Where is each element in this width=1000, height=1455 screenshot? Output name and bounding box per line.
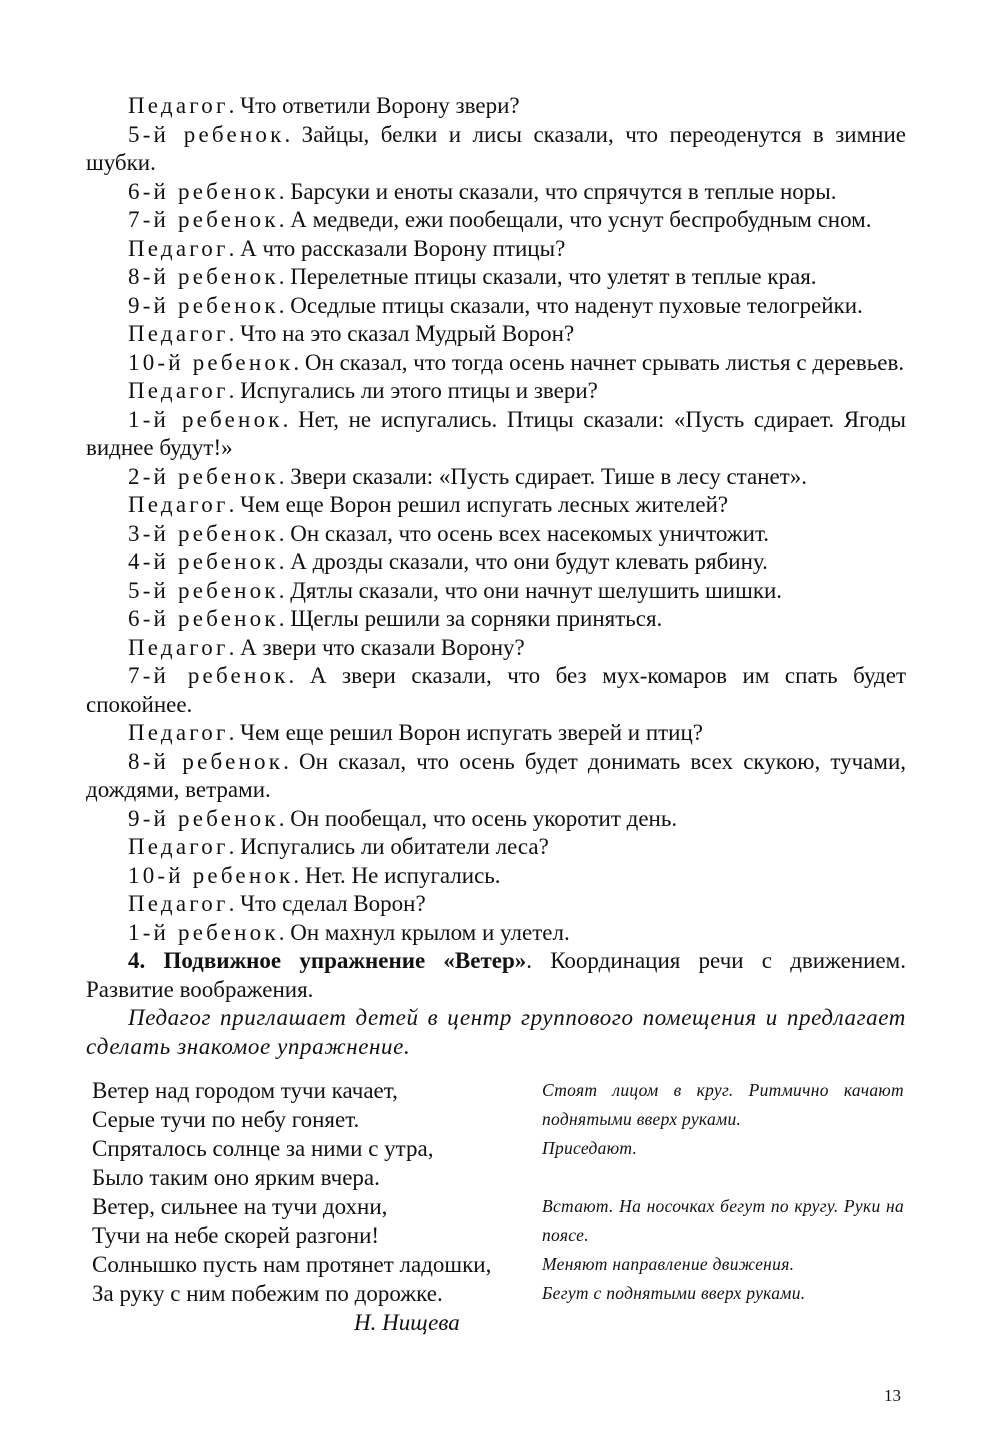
speaker-name: 3-й ребенок	[128, 520, 279, 546]
speaker-name: 10-й ребенок	[128, 349, 294, 375]
dialogue-line	[86, 719, 906, 748]
dialogue-text: . Дятлы сказали, что они начнут шелушить шишки.	[278, 577, 783, 603]
dialogue-text: . Чем еще решил Ворон испугать зверей и птиц?	[228, 720, 704, 745]
dialogue-line	[86, 634, 906, 663]
dialogue-text: . Он пообещал, что осень укоротит день.	[278, 805, 678, 831]
dialogue-text: . Перелетные птицы сказали, что улетят в теплые края.	[278, 264, 817, 289]
poem-line: Тучи на небе скорей разгони!	[92, 1223, 380, 1248]
dialogue-text: . А дрозды сказали, что они будут клевать рябину.	[278, 549, 768, 574]
speaker-name: Педагог	[128, 378, 229, 403]
dialogue-line	[86, 605, 906, 634]
dialogue-text: . А что рассказали Ворону птицы?	[228, 235, 566, 261]
dialogue-text: . Что сделал Ворон?	[228, 891, 426, 916]
speaker-name: Педагог	[128, 492, 229, 517]
movement-note: Приседают.	[542, 1138, 638, 1158]
dialogue-text: . Испугались ли этого птицы и звери?	[228, 378, 598, 403]
dialogue-line	[86, 292, 906, 321]
speaker-name: 2-й ребенок	[128, 463, 279, 489]
dialogue-text: . Нет. Не испугались.	[293, 862, 501, 888]
dialogue-text: . Он сказал, что тогда осень начнет срывать листья с деревьев.	[293, 349, 905, 375]
dialogue-line	[86, 548, 906, 577]
speaker-name: 1-й ребенок	[128, 919, 279, 945]
dialogue-text: . Оседлые птицы сказали, что наденут пуховые телогрейки.	[278, 292, 863, 318]
poem-line: Ветер над городом тучи качает,	[92, 1078, 398, 1103]
poem-line: Спряталось солнце за ними с утра,	[92, 1136, 434, 1161]
speaker-name: Педагог	[128, 93, 229, 118]
movement-note: Встают. На носочках бегут по кругу. Руки на поясе.	[542, 1196, 904, 1245]
dialogue-line	[86, 833, 906, 862]
speaker-name: 6-й ребенок	[128, 606, 279, 631]
dialogue-text: . Нет, не испугались. Птицы сказали: «Пусть сдирает. Ягоды виднее будут!»	[86, 406, 906, 460]
poem-line: Ветер, сильнее на тучи дохни,	[92, 1194, 388, 1219]
dialogue-line	[86, 320, 906, 349]
poem-line: Серые тучи по небу гоняет.	[92, 1107, 360, 1132]
dialogue-line	[86, 92, 906, 121]
dialogue-line	[86, 349, 906, 378]
dialogue-text: . Щеглы решили за сорняки приняться.	[278, 606, 663, 631]
dialogue-line	[86, 206, 906, 235]
dialogue-text: . Что ответили Ворону звери?	[228, 93, 520, 118]
dialogue-block	[86, 92, 906, 1061]
dialogue-text: . А звери что сказали Ворону?	[228, 634, 525, 660]
dialogue-text: . А звери сказали, что без мух-комаров им спать будет спокойнее.	[86, 663, 907, 717]
dialogue-line	[86, 919, 906, 948]
dialogue-text: . А медведи, ежи пообещали, что уснут беспробудным сном.	[278, 207, 872, 232]
dialogue-line	[86, 178, 906, 207]
dialogue-line	[86, 406, 906, 463]
exercise-paragraph	[86, 947, 906, 1004]
dialogue-line	[86, 520, 906, 549]
dialogue-line	[86, 890, 906, 919]
dialogue-line	[86, 491, 906, 520]
dialogue-line	[86, 662, 906, 719]
dialogue-line	[86, 748, 906, 805]
movement-note: Стоят лицом в круг. Ритмично качают поднятыми вверх руками.	[542, 1080, 904, 1129]
speaker-name: 9-й ребенок	[128, 292, 279, 318]
dialogue-line	[86, 463, 906, 492]
speaker-name: 8-й ребенок	[128, 264, 279, 289]
movement-note: Меняют направление движения.	[542, 1254, 795, 1274]
dialogue-line	[86, 263, 906, 292]
speaker-name: 6-й ребенок	[128, 178, 279, 204]
poem	[92, 1076, 532, 1337]
dialogue-text: . Что на это сказал Мудрый Ворон?	[228, 321, 575, 346]
dialogue-line	[86, 235, 906, 264]
speaker-name: 4-й ребенок	[128, 549, 279, 574]
dialogue-text: . Испугались ли обитатели леса?	[228, 834, 549, 859]
speaker-name: 7-й ребенок	[128, 207, 279, 232]
speaker-name: Педагог	[128, 235, 229, 261]
speaker-name: 1-й ребенок	[128, 406, 283, 432]
poem-line: За руку с ним побежим по дорожке.	[92, 1281, 443, 1306]
dialogue-text: . Чем еще Ворон решил испугать лесных жителей?	[228, 492, 729, 517]
dialogue-text: . Он сказал, что осень будет донимать всех скукою, тучами, дождями, ветрами.	[86, 748, 906, 802]
dialogue-text: . Барсуки и еноты сказали, что спрячутся в теплые норы.	[278, 178, 837, 204]
dialogue-text: . Он сказал, что осень всех насекомых уничтожит.	[278, 520, 770, 546]
dialogue-line	[86, 862, 906, 891]
poem-author: Н. Нищева	[354, 1310, 460, 1335]
speaker-name: Педагог	[128, 321, 229, 346]
poem-line: Солнышко пусть нам протянет ладошки,	[92, 1252, 492, 1277]
exercise-heading: 4. Подвижное упражнение «Ветер»	[128, 948, 527, 973]
exercise-description: . Координация речи с движением. Развитие воображения.	[86, 948, 906, 1002]
speaker-name: Педагог	[128, 891, 229, 916]
dialogue-text: . Звери сказали: «Пусть сдирает. Тише в лесу станет».	[278, 463, 808, 489]
speaker-name: 10-й ребенок	[128, 862, 294, 888]
dialogue-line	[86, 121, 906, 178]
speaker-name: Педагог	[128, 634, 229, 660]
speaker-name: Педагог	[128, 720, 229, 745]
poem-line: Было таким оно ярким вчера.	[92, 1165, 380, 1190]
speaker-name: 9-й ребенок	[128, 805, 279, 831]
dialogue-line	[86, 805, 906, 834]
dialogue-text: . Он махнул крылом и улетел.	[278, 919, 570, 945]
dialogue-line	[86, 577, 906, 606]
speaker-name: Педагог	[128, 834, 229, 859]
speaker-name: 8-й ребенок	[128, 748, 284, 774]
movement-note: Бегут с поднятыми вверх руками.	[542, 1283, 806, 1303]
exercise-instruction: Педагог приглашает детей в центр группового помещения и предлагает сделать знакомое упражнение.	[86, 1005, 906, 1059]
page-number: 13	[884, 1386, 901, 1405]
speaker-name: 5-й ребенок	[128, 577, 279, 603]
speaker-name: 5-й ребенок	[128, 121, 285, 147]
dialogue-line	[86, 377, 906, 406]
speaker-name: 7-й ребенок	[128, 663, 289, 688]
dialogue-text: . Зайцы, белки и лисы сказали, что переоденутся в зимние шубки.	[86, 121, 906, 175]
